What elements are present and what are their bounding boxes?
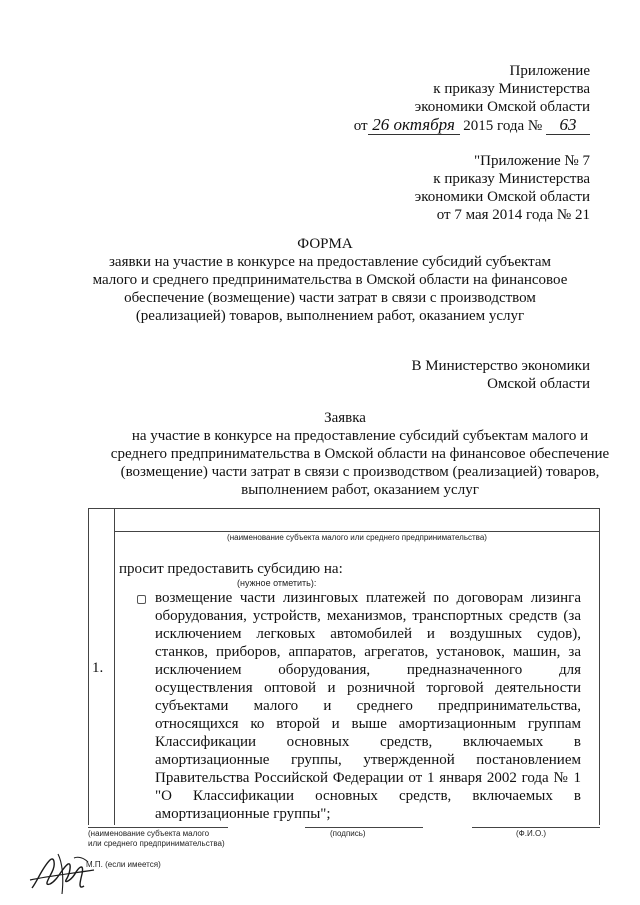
appendix-order-line: к приказу Министерства (433, 81, 590, 97)
option1-line: "О Классификации основных средств, включаемых в (155, 788, 581, 804)
form-subtitle-line: малого и среднего предпринимательства в Омской области на финансовое (92, 272, 568, 288)
application-table (88, 508, 600, 825)
footer-signature-caption: (подпись) (330, 829, 366, 838)
handwritten-signature (28, 850, 100, 898)
row-number: 1. (92, 660, 104, 676)
footer-name-caption-line: или среднего предпринимательства) (88, 839, 225, 848)
option1-line: относящихся ко второй и выше амортизационным группам (155, 716, 581, 732)
footer-fio-caption: (Ф.И.О.) (516, 829, 547, 838)
appendix7-title: "Приложение № 7 (474, 153, 590, 169)
application-subtitle-line: выполнением работ, оказанием услуг (241, 482, 479, 498)
option1-line: исключением легковых автомобилей и воздушных судов), (155, 626, 581, 642)
appendix7-ministry-line: экономики Омской области (414, 189, 590, 205)
subject-name-field-line (115, 531, 599, 532)
option1-line: станков, приборов, аппаратов, агрегатов, установок, машин, за (155, 644, 581, 660)
subject-name-caption: (наименование субъекта малого или среднего предпринимательства) (227, 533, 487, 542)
handwritten-number: 63 (546, 116, 590, 135)
form-subtitle-line: (реализацией) товаров, выполнением работ, оказанием услуг (135, 308, 525, 324)
application-subtitle-line: (возмещение) части затрат в связи с производством (реализацией) товаров, (120, 464, 600, 480)
appendix-ministry-line: экономики Омской области (414, 99, 590, 115)
application-subtitle-line: среднего предпринимательства в Омской области на финансовое обеспечение (110, 446, 610, 462)
footer-signature-line (305, 827, 423, 828)
form-subtitle-line: заявки на участие в конкурсе на предоставление субсидий субъектам (108, 254, 552, 270)
addressee-line: В Министерство экономики (411, 358, 590, 374)
appendix-date-line (260, 116, 590, 135)
appendix-title: Приложение (509, 63, 590, 79)
date-prefix: от (353, 118, 368, 134)
form-subtitle (40, 253, 620, 325)
footer-name-caption-line: (наименование субъекта малого (88, 829, 210, 838)
appendix7-order-line: к приказу Министерства (433, 171, 590, 187)
addressee (260, 357, 590, 393)
footer-name-line (88, 827, 228, 828)
option1-line: Правительства Российской Федерации от 1 января 2002 года № 1 (155, 770, 581, 786)
stamp-caption: М.П. (если имеется) (86, 860, 161, 869)
request-text: просит предоставить субсидию на: (119, 561, 343, 577)
footer-fio-line (472, 827, 600, 828)
footer-name-caption (88, 829, 225, 849)
option1-line: осуществления оптовой и розничной торговой деятельности (155, 680, 581, 696)
appendix7-date-line: от 7 мая 2014 года № 21 (436, 207, 590, 223)
appendix-header (260, 62, 590, 135)
application-title: Заявка (324, 410, 366, 426)
option1-line: возмещение части лизинговых платежей по договорам лизинга (155, 590, 581, 606)
form-title: ФОРМА (297, 236, 353, 252)
option1-line: амортизационные группы"; (155, 806, 331, 822)
column-divider (114, 509, 115, 825)
option1-line: оборудования, устройств, механизмов, транспортных средств (за (155, 608, 581, 624)
option1-checkbox[interactable] (137, 595, 146, 604)
year-text: 2015 года № (463, 118, 543, 134)
form-subtitle-line: обеспечение (возмещение) части затрат в связи с производством (124, 290, 536, 306)
option1-line: Классификации основных средств, включаемых в (155, 734, 581, 750)
application-subtitle (80, 427, 640, 499)
mark-caption: (нужное отметить): (237, 578, 317, 588)
application-subtitle-line: на участие в конкурсе на предоставление субсидий субъектам малого и (131, 428, 589, 444)
option1-text (155, 589, 581, 823)
option1-line: субъектами малого и среднего предпринимательства, (155, 698, 581, 714)
handwritten-date: 26 октября (368, 116, 460, 135)
appendix7-header (260, 152, 590, 224)
addressee-line: Омской области (487, 376, 590, 392)
option1-line: амортизационные группы, утвержденной постановлением (155, 752, 581, 768)
option1-line: исключением оборудования, предназначенного для (155, 662, 581, 678)
